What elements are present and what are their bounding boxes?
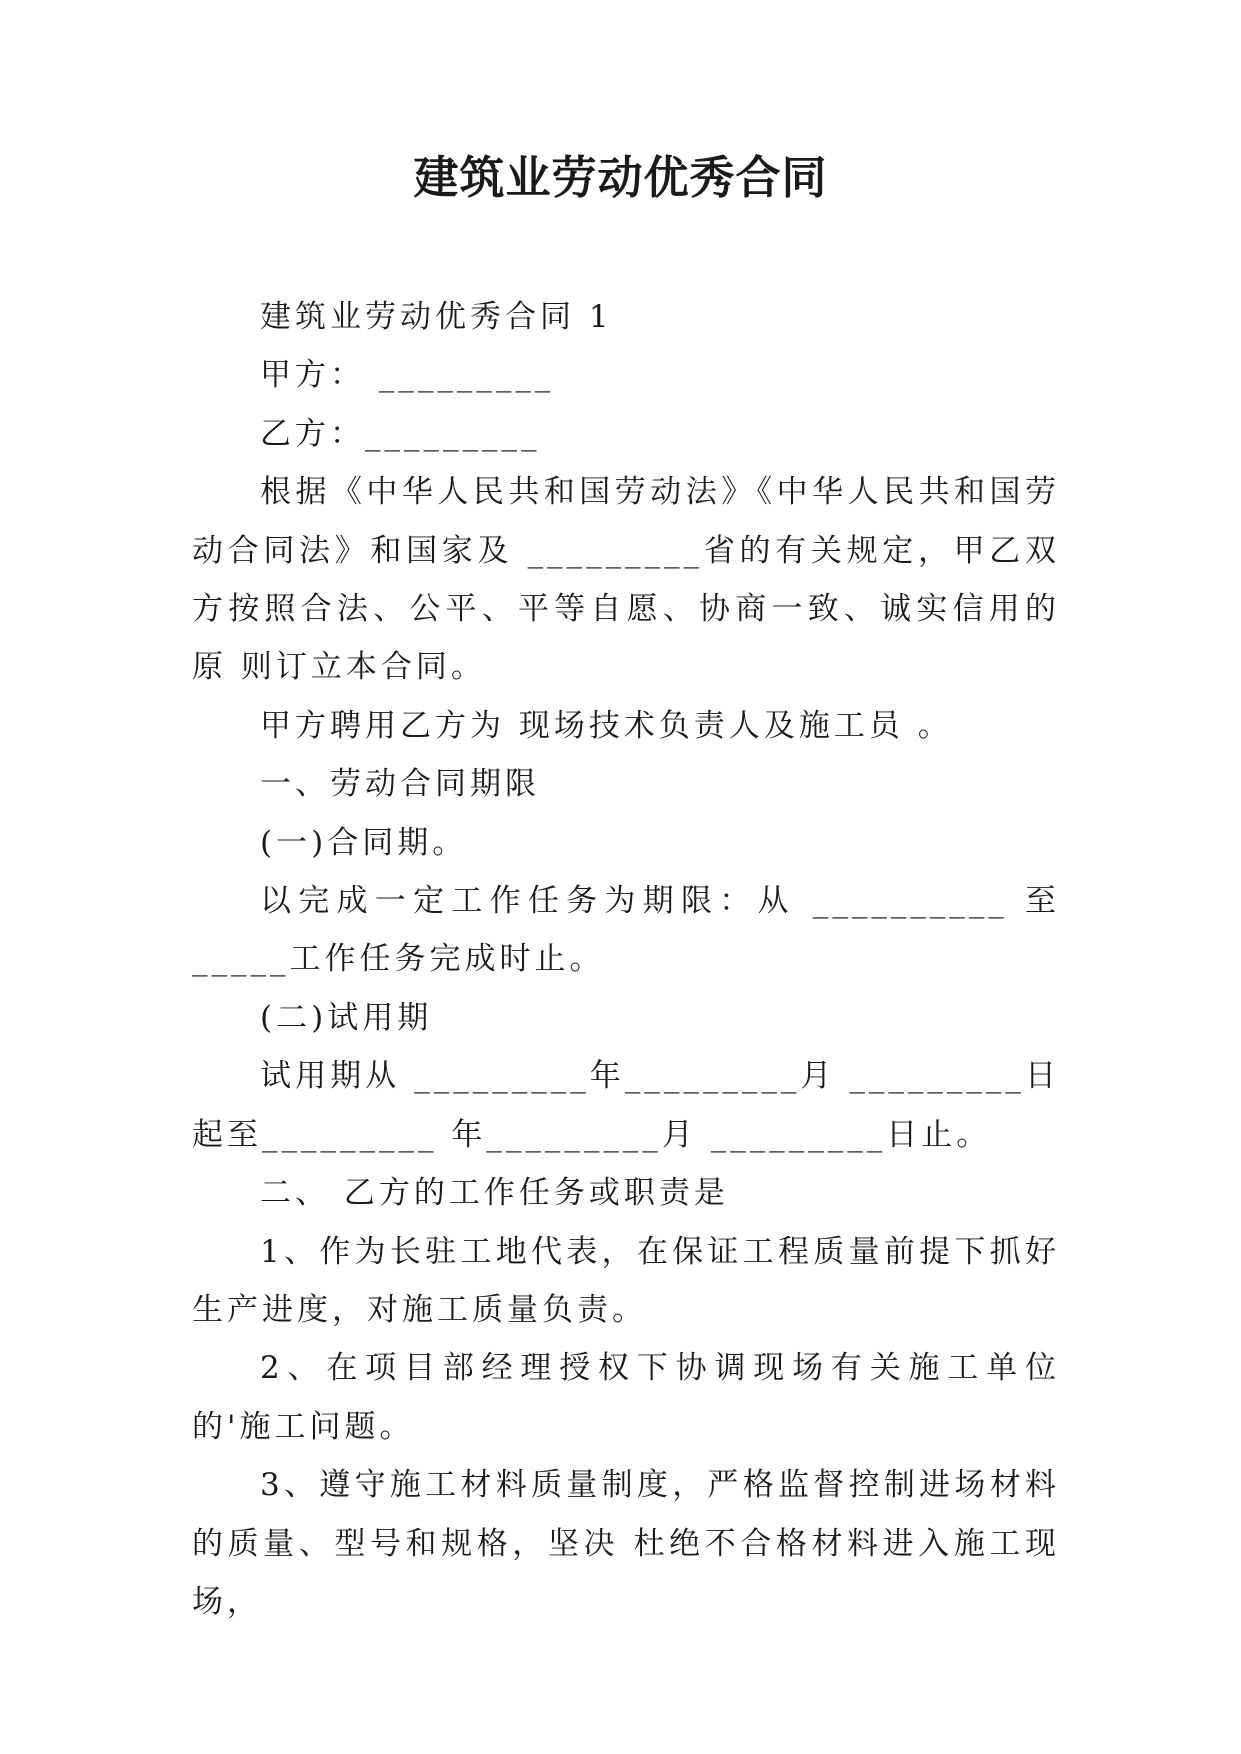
subsection-contract-period: (一)合同期。	[260, 824, 468, 861]
duty-item-1: 1、作为长驻工地代表，在保证工程质量前提下抓好生产进度，对施工质量负责。	[192, 1233, 1060, 1328]
section-heading-term: 一、劳动合同期限	[260, 766, 540, 803]
paragraph-party-b: 乙方：_________	[260, 415, 541, 452]
duty-item-3: 3、遵守施工材料质量制度，严格监督控制进场材料的质量、型号和规格，坚决 杜绝不合格材料进入施工现场，	[192, 1467, 1060, 1620]
paragraph-probation-dates: 试用期从 _________年_________月 _________日起至_________ 年_________月 _________日止。	[192, 1058, 1060, 1153]
paragraph-position: 甲方聘用乙方为 现场技术负责人及施工员 。	[260, 707, 953, 744]
paragraph-task-period: 以完成一定工作任务为期限：从 __________ 至 _____工作任务完成时止。	[192, 883, 1060, 978]
document-title: 建筑业劳动优秀合同	[413, 151, 828, 204]
paragraph-contract-number: 建筑业劳动优秀合同 1	[260, 299, 613, 335]
paragraph-legal-basis: 根据《中华人民共和国劳动法》《中华人民共和国劳动合同法》和国家及 _________省的有关规定，甲乙双方按照合法、公平、平等自愿、协商一致、诚实信用的原 则订立本合同。	[192, 474, 1060, 686]
document-body	[192, 288, 1060, 1631]
subsection-probation: (二)试用期	[260, 999, 433, 1036]
paragraph-party-a: 甲方： _________	[260, 357, 555, 394]
duty-item-2: 2、在项目部经理授权下协调现场有关施工单位的'施工问题。	[192, 1350, 1060, 1445]
section-heading-duties: 二、 乙方的工作任务或职责是	[260, 1175, 729, 1212]
